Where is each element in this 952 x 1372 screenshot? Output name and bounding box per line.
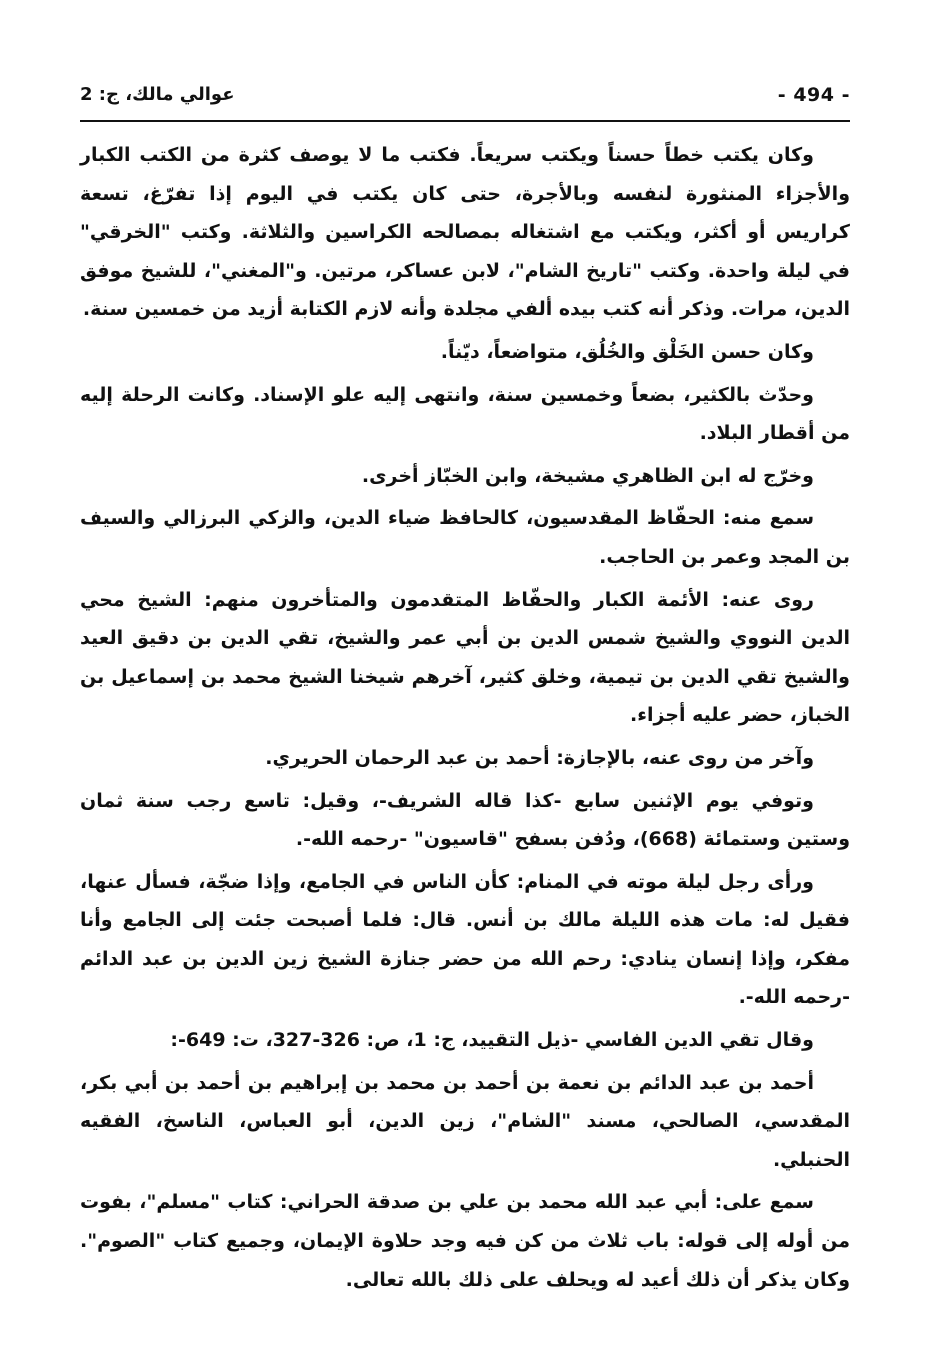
paragraph: سمع منه: الحفّاظ المقدسيون، كالحافظ ضياء الدين، والزكي البرزالي والسيف بن المجد وعمر بن الحاجب. xyxy=(80,507,850,568)
paragraph: وآخر من روى عنه، بالإجازة: أحمد بن عبد الرحمان الحريري. xyxy=(265,746,814,769)
paragraph: وكان يكتب خطاً حسناً ويكتب سريعاً. فكتب ما لا يوصف كثرة من الكتب الكبار والأجزاء المنثورة لنفسه وبالأجرة، حتى كان يكتب في اليوم إذا تفرّغ، تسعة كراريس أو أكثر، ويكتب مع اشتغاله بمصالحه الكراسين والثلاثة. وكتب "الخرقي" في ليلة واحدة. وكتب "تاريخ الشام"، لابن عساكر، مرتين. و"المغني"، للشيخ موفق الدين، مرات. وذكر أنه كتب بيده ألفي مجلدة وأنه لازم الكتابة أزيد من خمسين سنة. xyxy=(80,144,850,321)
paragraph: وكان حسن الخَلْق والخُلُق، متواضعاً، ديّناً. xyxy=(440,340,814,363)
paragraph: وقال تقي الدين الفاسي -ذيل التقييد، ج: 1، ص: 326-327، ت: 649-: xyxy=(170,1029,814,1052)
paragraph: ورأى رجل ليلة موته في المنام: كأن الناس في الجامع، وإذا ضجّة، فسأل عنها، فقيل له: مات هذه الليلة مالك بن أنس. قال: فلما أصبحت جئت إلى الجامع وأنا مفكر، وإذا إنسان ينادي: رحم الله من حضر جنازة الشيخ زين الدين بن عبد الدائم -رحمه الله-. xyxy=(80,870,850,1009)
header-rule xyxy=(80,120,850,122)
page-header xyxy=(80,84,850,120)
paragraph: وخرّج له ابن الظاهري مشيخة، وابن الخبّاز أخرى. xyxy=(361,464,814,487)
paragraph: روى عنه: الأئمة الكبار والحفّاظ المتقدمون والمتأخرون منهم: الشيخ محي الدين النووي والشيخ شمس الدين بن أبي عمر والشيخ، تقي الدين بن دقيق العيد والشيخ تقي الدين بن تيمية، وخلق كثير، آخرهم شيخنا الشيخ محمد بن إسماعيل بن الخباز، حضر عليه أجزاء. xyxy=(80,588,850,727)
page-number: - 494 - xyxy=(777,84,850,106)
paragraph: وحدّث بالكثير، بضعاً وخمسين سنة، وانتهى إليه علو الإسناد. وكانت الرحلة إليه من أقطار البلاد. xyxy=(80,383,850,445)
paragraph: وتوفي يوم الإثنين سابع -كذا قاله الشريف-، وقيل: تاسع رجب سنة ثمان وستين وستمائة (668)، ودُفن بسفح "قاسيون" -رحمه الله-. xyxy=(80,789,850,851)
running-title: عوالي مالك، ج: 2 xyxy=(80,84,235,105)
body-text xyxy=(80,136,850,1303)
paragraph: أحمد بن عبد الدائم بن نعمة بن أحمد بن محمد بن إبراهيم بن أحمد بن أبي بكر، المقدسي، الصالحي، مسند "الشام"، زين الدين، أبو العباس، الناسخ، الفقيه الحنبلي. xyxy=(80,1071,850,1171)
paragraph: سمع على: أبي عبد الله محمد بن علي بن صدقة الحراني: كتاب "مسلم"، بفوت من أوله إلى قوله: باب ثلاث من كن فيه وجد حلاوة الإيمان، وجميع كتاب "الصوم". وكان يذكر أن ذلك أعيد له ويحلف على ذلك بالله تعالى. xyxy=(80,1191,850,1291)
